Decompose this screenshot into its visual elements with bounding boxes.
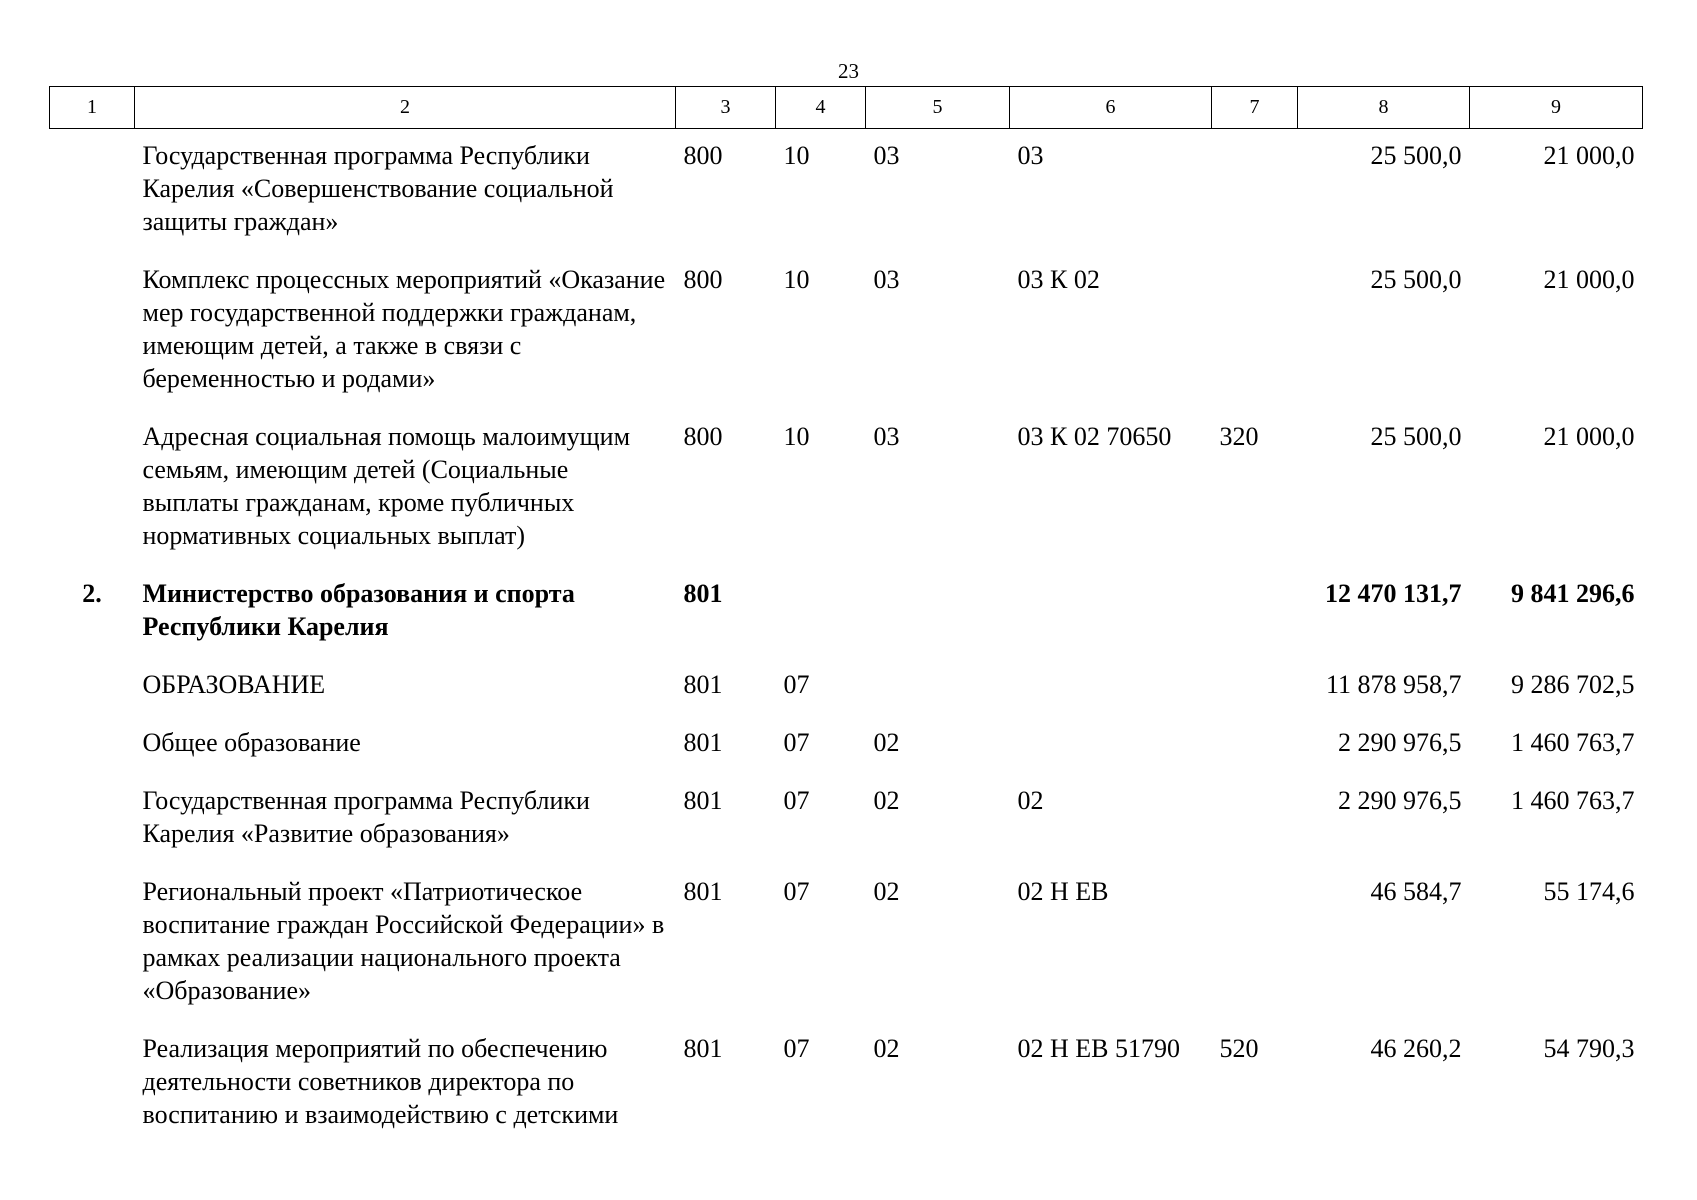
row-number [50,254,135,411]
amount-col-8: 25 500,0 [1370,265,1462,294]
expense-type [1212,659,1298,717]
header-col-7: 7 [1212,87,1298,129]
subsection-code [866,568,1010,659]
table-row [50,254,1643,411]
amount-col-9: 55 174,6 [1543,877,1635,906]
expense-type: 320 [1219,422,1259,451]
row-number: 2. [82,579,102,608]
amount-col-8: 46 260,2 [1370,1034,1462,1063]
row-number [50,411,135,568]
ministry-code: 801 [683,786,723,815]
subsection-code [866,659,1010,717]
ministry-code: 800 [683,422,723,451]
table-row [50,717,1643,775]
table-row [50,1023,1643,1147]
amount-col-8: 11 878 958,7 [1325,670,1462,699]
row-name: Общее образование [142,728,361,757]
header-col-5: 5 [866,87,1010,129]
ministry-code: 801 [683,579,723,608]
subsection-code: 02 [873,786,900,815]
row-number [50,659,135,717]
expense-type [1212,254,1298,411]
amount-col-9: 1 460 763,7 [1511,786,1635,815]
header-col-6: 6 [1010,87,1212,129]
budget-table [49,86,1643,1147]
section-code [776,568,866,659]
expense-type [1212,866,1298,1023]
amount-col-9: 21 000,0 [1543,141,1635,170]
ministry-code: 801 [683,877,723,906]
table-row [50,129,1643,255]
target-code [1010,717,1212,775]
target-code: 03 К 02 [1017,265,1100,294]
row-number [50,866,135,1023]
ministry-code: 801 [683,670,723,699]
header-col-3: 3 [676,87,776,129]
row-name: Региональный проект «Патриотическое воспитание граждан Российской Федерации» в рамках реализации национального проекта «Образование» [142,877,665,1005]
header-col-4: 4 [776,87,866,129]
section-code: 07 [783,1034,810,1063]
target-code [1010,568,1212,659]
row-name: Министерство образования и спорта Республики Карелия [142,579,575,641]
subsection-code: 02 [873,877,900,906]
expense-type [1212,568,1298,659]
header-row [50,87,1643,129]
expense-type: 520 [1219,1034,1259,1063]
target-code: 02 [1017,786,1044,815]
header-col-2: 2 [135,87,676,129]
row-number [50,775,135,866]
expense-type [1212,129,1298,255]
header-col-8: 8 [1298,87,1470,129]
section-code: 10 [783,141,810,170]
row-number [50,129,135,255]
amount-col-9: 21 000,0 [1543,265,1635,294]
amount-col-8: 46 584,7 [1370,877,1462,906]
ministry-code: 801 [683,1034,723,1063]
target-code: 03 [1017,141,1044,170]
section-code: 07 [783,728,810,757]
ministry-code: 800 [683,141,723,170]
section-code: 10 [783,265,810,294]
expense-type [1212,717,1298,775]
subsection-code: 03 [873,265,900,294]
amount-col-8: 12 470 131,7 [1325,579,1462,608]
row-name: Комплекс процессных мероприятий «Оказание мер государственной поддержки гражданам, имеющим детей, а также в связи с беременностью и родами» [142,265,666,393]
target-code: 02 Н ЕВ 51790 [1017,1034,1180,1063]
table-row [50,775,1643,866]
section-code: 07 [783,877,810,906]
section-code: 10 [783,422,810,451]
header-col-9: 9 [1470,87,1643,129]
subsection-code: 03 [873,141,900,170]
subsection-code: 02 [873,728,900,757]
header-col-1: 1 [50,87,135,129]
page-number: 23 [838,59,859,83]
target-code [1010,659,1212,717]
amount-col-9: 9 841 296,6 [1511,579,1635,608]
section-code: 07 [783,786,810,815]
amount-col-9: 54 790,3 [1543,1034,1635,1063]
expense-type [1212,775,1298,866]
amount-col-8: 25 500,0 [1370,141,1462,170]
amount-col-9: 9 286 702,5 [1511,670,1635,699]
row-number [50,1023,135,1147]
amount-col-8: 25 500,0 [1370,422,1462,451]
target-code: 03 К 02 70650 [1017,422,1172,451]
table-row-ministry [50,568,1643,659]
section-code: 07 [783,670,810,699]
ministry-code: 801 [683,728,723,757]
table-row [50,866,1643,1023]
row-name: Реализация мероприятий по обеспечению деятельности советников директора по воспитанию и взаимодействию с детскими [142,1034,619,1129]
row-name: Государственная программа Республики Карелия «Совершенствование социальной защиты граждан» [142,141,614,236]
amount-col-9: 1 460 763,7 [1511,728,1635,757]
subsection-code: 02 [873,1034,900,1063]
table-row [50,411,1643,568]
row-name: ОБРАЗОВАНИЕ [142,670,326,699]
amount-col-9: 21 000,0 [1543,422,1635,451]
row-name: Государственная программа Республики Карелия «Развитие образования» [142,786,590,848]
subsection-code: 03 [873,422,900,451]
row-number [50,717,135,775]
amount-col-8: 2 290 976,5 [1338,786,1462,815]
amount-col-8: 2 290 976,5 [1338,728,1462,757]
ministry-code: 800 [683,265,723,294]
target-code: 02 Н ЕВ [1017,877,1109,906]
table-row [50,659,1643,717]
row-name: Адресная социальная помощь малоимущим семьям, имеющим детей (Социальные выплаты гражданам, кроме публичных нормативных социальных выплат) [142,422,631,550]
